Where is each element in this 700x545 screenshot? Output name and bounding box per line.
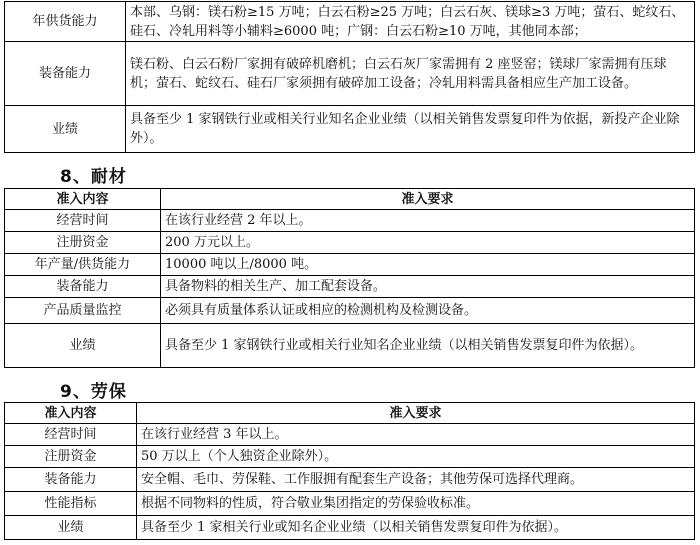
row-text: 具备物料的相关生产、加工配套设备。 — [161, 276, 695, 298]
table-row — [5, 516, 695, 540]
table-row — [5, 2, 695, 42]
row-text: 具备至少 1 家钢铁行业或相关行业知名企业业绩（以相关销售发票复印件为依据）。 — [161, 324, 695, 368]
table-header-row — [5, 403, 695, 424]
row-label: 业绩 — [5, 106, 126, 153]
row-text: 在该行业经营 2 年以上。 — [161, 210, 695, 232]
table-row — [5, 276, 695, 298]
row-label: 注册资金 — [5, 446, 137, 468]
section-title-refractory: 8、耐材 — [60, 167, 127, 187]
row-label: 装备能力 — [5, 468, 137, 492]
row-label: 年产量/供货能力 — [5, 254, 161, 276]
row-text: 本部、乌钢：镁石粉≥15 万吨；白云石粉≥25 万吨；白云石灰、镁球≥3 万吨；萤石、蛇纹石、硅石、冷轧用料等小辅料≥6000 吨；广钢：白云石粉≥10 万吨，其他同本部； — [126, 2, 695, 42]
table-row — [5, 424, 695, 446]
column-header-requirement: 准入要求 — [161, 189, 695, 210]
column-header-requirement: 准入要求 — [137, 403, 695, 424]
table-row — [5, 42, 695, 106]
table-row — [5, 106, 695, 153]
row-text: 具备至少 1 家钢铁行业或相关行业知名企业业绩（以相关销售发票复印件为依据，新投产企业除外）。 — [126, 106, 695, 153]
row-text: 根据不同物料的性质，符合敬业集团指定的劳保验收标准。 — [137, 492, 695, 516]
table-row — [5, 324, 695, 368]
row-label: 注册资金 — [5, 232, 161, 254]
table-row — [5, 492, 695, 516]
row-text: 必须具有质量体系认证或相应的检测机构及检测设备。 — [161, 298, 695, 324]
refractory-requirements-table — [4, 188, 695, 368]
row-text: 安全帽、毛巾、劳保鞋、工作服拥有配套生产设备；其他劳保可选择代理商。 — [137, 468, 695, 492]
row-label: 年供货能力 — [5, 2, 126, 42]
row-label: 业绩 — [5, 516, 137, 540]
section-title-labor-protection: 9、劳保 — [60, 382, 127, 402]
table-row — [5, 232, 695, 254]
row-label: 产品质量监控 — [5, 298, 161, 324]
column-header-content: 准入内容 — [5, 403, 137, 424]
row-text: 镁石粉、白云石粉厂家拥有破碎机磨机；白云石灰厂家需拥有 2 座竖窑；镁球厂家需拥有压球机；萤石、蛇纹石、硅石厂家须拥有破碎加工设备；冷轧用料需具备相应生产加工设备。 — [126, 42, 695, 106]
row-label: 装备能力 — [5, 276, 161, 298]
row-text: 在该行业经营 3 年以上。 — [137, 424, 695, 446]
labor-protection-requirements-table — [4, 402, 695, 540]
table-row — [5, 468, 695, 492]
table-row — [5, 446, 695, 468]
row-text: 50 万以上（个人独资企业除外）。 — [137, 446, 695, 468]
row-label: 装备能力 — [5, 42, 126, 106]
row-text: 10000 吨以上/8000 吨。 — [161, 254, 695, 276]
supply-requirements-table — [4, 1, 695, 153]
row-label: 业绩 — [5, 324, 161, 368]
row-text: 200 万元以上。 — [161, 232, 695, 254]
table-row — [5, 298, 695, 324]
table-header-row — [5, 189, 695, 210]
column-header-content: 准入内容 — [5, 189, 161, 210]
row-text: 具备至少 1 家相关行业或知名企业业绩（以相关销售发票复印件为依据）。 — [137, 516, 695, 540]
table-row — [5, 210, 695, 232]
row-label: 经营时间 — [5, 210, 161, 232]
row-label: 经营时间 — [5, 424, 137, 446]
row-label: 性能指标 — [5, 492, 137, 516]
table-row — [5, 254, 695, 276]
